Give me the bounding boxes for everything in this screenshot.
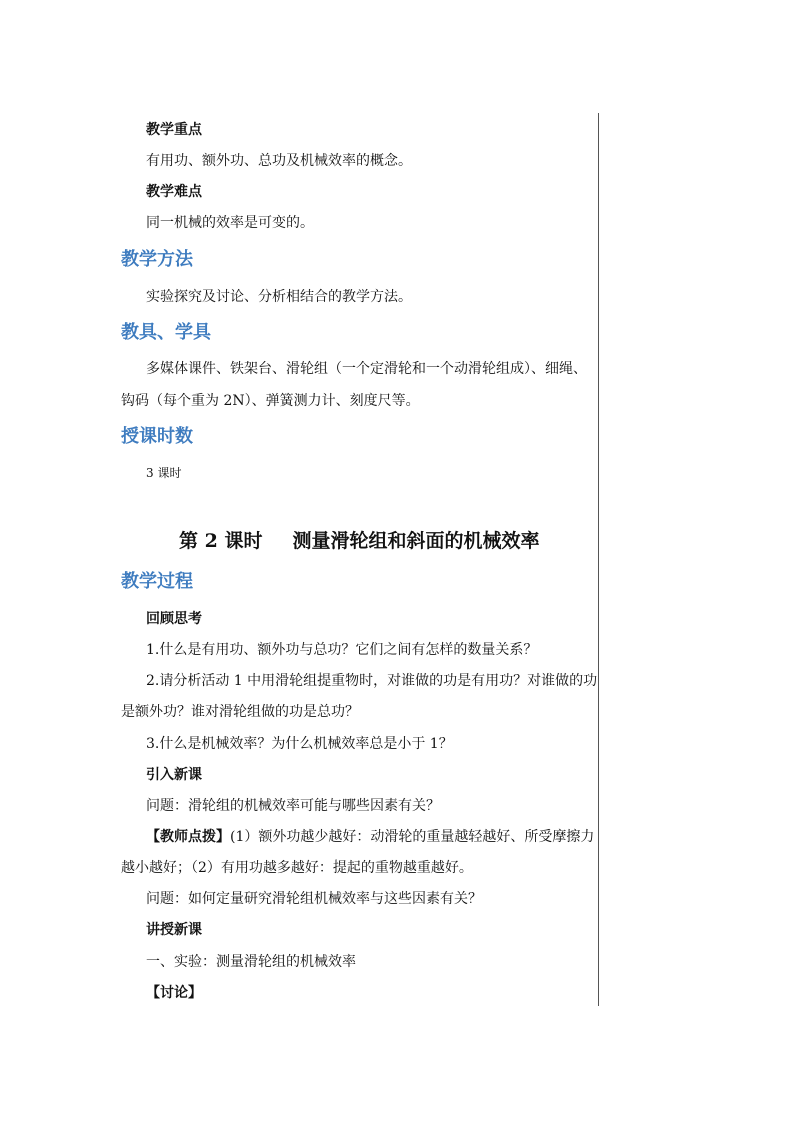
teach-label: 讲授新课 xyxy=(146,922,202,938)
teacher-tip-text: (1）额外功越少越好：动滑轮的重量越轻越好、所受摩擦力 xyxy=(230,829,595,845)
key-points-text: 有用功、额外功、总功及机械效率的概念。 xyxy=(146,153,412,169)
problem-1: 问题：滑轮组的机械效率可能与哪些因素有关？ xyxy=(146,798,440,814)
difficulty-label: 教学难点 xyxy=(146,184,202,200)
review-question-2-line2: 是额外功？谁对滑轮组做的功是总功？ xyxy=(121,704,359,720)
lesson-title: 测量滑轮组和斜面的机械效率 xyxy=(292,530,540,552)
experiment-title: 一、实验：测量滑轮组的机械效率 xyxy=(146,954,356,970)
tools-text-line2: 钩码（每个重为 2N）、弹簧测力计、刻度尺等。 xyxy=(121,393,420,409)
teacher-tip-line1 xyxy=(146,828,594,846)
teacher-tip-line2: 越小越好；（2）有用功越多越好：提起的重物越重越好。 xyxy=(121,860,473,876)
difficulty-text: 同一机械的效率是可变的。 xyxy=(146,215,314,231)
hours-heading: 授课时数 xyxy=(121,426,193,447)
method-text: 实验探究及讨论、分析相结合的教学方法。 xyxy=(146,289,412,305)
process-heading: 教学过程 xyxy=(121,571,193,592)
key-points-label: 教学重点 xyxy=(146,122,202,138)
intro-label: 引入新课 xyxy=(146,767,202,783)
hours-text: 3 课时 xyxy=(146,466,182,480)
lesson-title-line xyxy=(179,529,539,553)
tools-heading: 教具、学具 xyxy=(121,322,211,343)
review-question-3: 3.什么是机械效率？为什么机械效率总是小于 1？ xyxy=(146,736,453,752)
review-question-1: 1.什么是有用功、额外功与总功？它们之间有怎样的数量关系？ xyxy=(146,642,538,658)
discuss-label: 【讨论】 xyxy=(146,985,202,1001)
problem-2: 问题：如何定量研究滑轮组机械效率与这些因素有关？ xyxy=(146,891,482,907)
teacher-tip-label: 【教师点拨】 xyxy=(146,829,230,845)
method-heading: 教学方法 xyxy=(121,249,193,270)
tools-text-line1: 多媒体课件、铁架台、滑轮组（一个定滑轮和一个动滑轮组成）、细绳、 xyxy=(146,361,587,377)
review-question-2-line1: 2.请分析活动 1 中用滑轮组提重物时，对谁做的功是有用功？对谁做的功 xyxy=(146,673,598,689)
review-label: 回顾思考 xyxy=(146,611,202,627)
lesson-number: 第 2 课时 xyxy=(179,530,263,552)
margin-rule xyxy=(598,113,599,1006)
